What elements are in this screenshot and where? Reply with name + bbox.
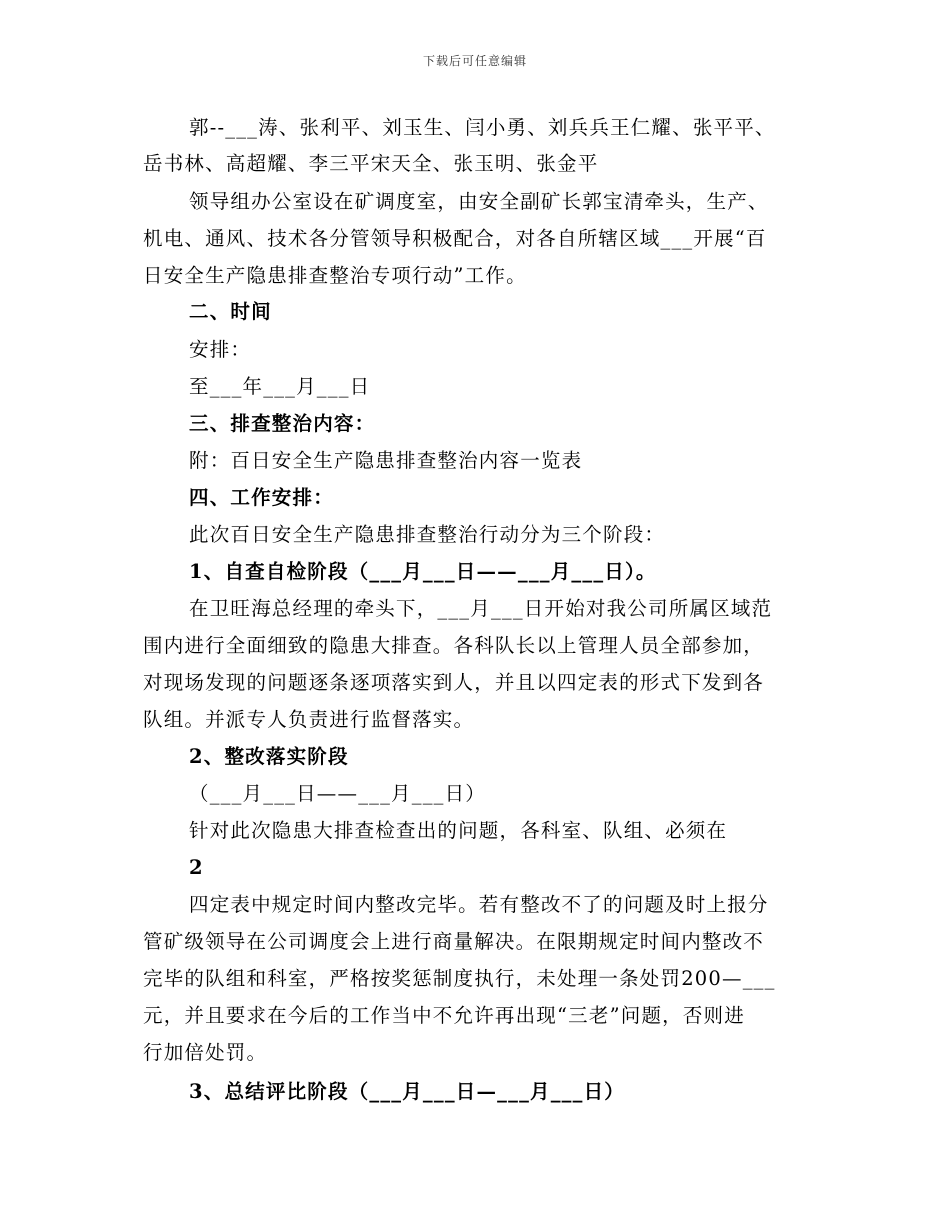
body-line: 完毕的队组和科室，严格按奖惩制度执行，未处理一条处罚200—___ bbox=[143, 967, 776, 990]
body-line: （___月___日——___月___日） bbox=[189, 782, 487, 805]
section-heading: 二、时间 bbox=[189, 300, 272, 323]
body-line: 针对此次隐患大排查检查出的问题，各科室、队组、必须在 bbox=[189, 819, 728, 842]
body-line: 四定表中规定时间内整改完毕。若有整改不了的问题及时上报分 bbox=[189, 893, 769, 916]
body-line: 围内进行全面细致的隐患大排查。各科队长以上管理人员全部参加， bbox=[143, 634, 765, 657]
section-heading: 四、工作安排： bbox=[189, 486, 334, 509]
body-line: 安排： bbox=[189, 338, 252, 361]
body-line: 日安全生产隐患排查整治专项行动”工作。 bbox=[143, 264, 527, 287]
page-header: 下载后可任意编辑 bbox=[422, 54, 527, 68]
body-line: 行加倍处罚。 bbox=[143, 1041, 268, 1064]
body-line: 至___年___月___日 bbox=[189, 375, 371, 398]
body-line: 岳书林、高超耀、李三平宋天全、张玉明、张金平 bbox=[143, 152, 599, 175]
body-line: 郭--___涛、张利平、刘玉生、闫小勇、刘兵兵王仁耀、张平平、 bbox=[189, 116, 776, 139]
body-line: 管矿级领导在公司调度会上进行商量解决。在限期规定时间内整改不 bbox=[143, 930, 765, 953]
body-line: 在卫旺海总经理的牵头下，___月___日开始对我公司所属区域范 bbox=[189, 597, 773, 620]
body-line: 机电、通风、技术各分管领导积极配合，对各自所辖区域___开展“百 bbox=[143, 227, 767, 250]
body-line: 对现场发现的问题逐条逐项落实到人，并且以四定表的形式下发到各 bbox=[143, 671, 765, 694]
stage-heading: 2、整改落实阶段 bbox=[189, 745, 349, 768]
body-line: 领导组办公室设在矿调度室，由安全副矿长郭宝清牵头，生产、 bbox=[189, 190, 769, 213]
body-line: 此次百日安全生产隐患排查整治行动分为三个阶段： bbox=[189, 523, 666, 546]
section-heading: 三、排查整治内容： bbox=[189, 412, 376, 435]
body-line: 附：百日安全生产隐患排查整治内容一览表 bbox=[189, 449, 583, 472]
stage-heading: 3、总结评比阶段（___月___日—___月___日） bbox=[189, 1080, 625, 1103]
body-line: 元，并且要求在今后的工作当中不允许再出现“三老”问题，否则进 bbox=[143, 1004, 745, 1027]
page-number: 2 bbox=[189, 856, 204, 879]
body-line: 队组。并派专人负责进行监督落实。 bbox=[143, 708, 475, 731]
stage-heading: 1、自查自检阶段（___月___日——___月___日）。 bbox=[189, 560, 657, 583]
